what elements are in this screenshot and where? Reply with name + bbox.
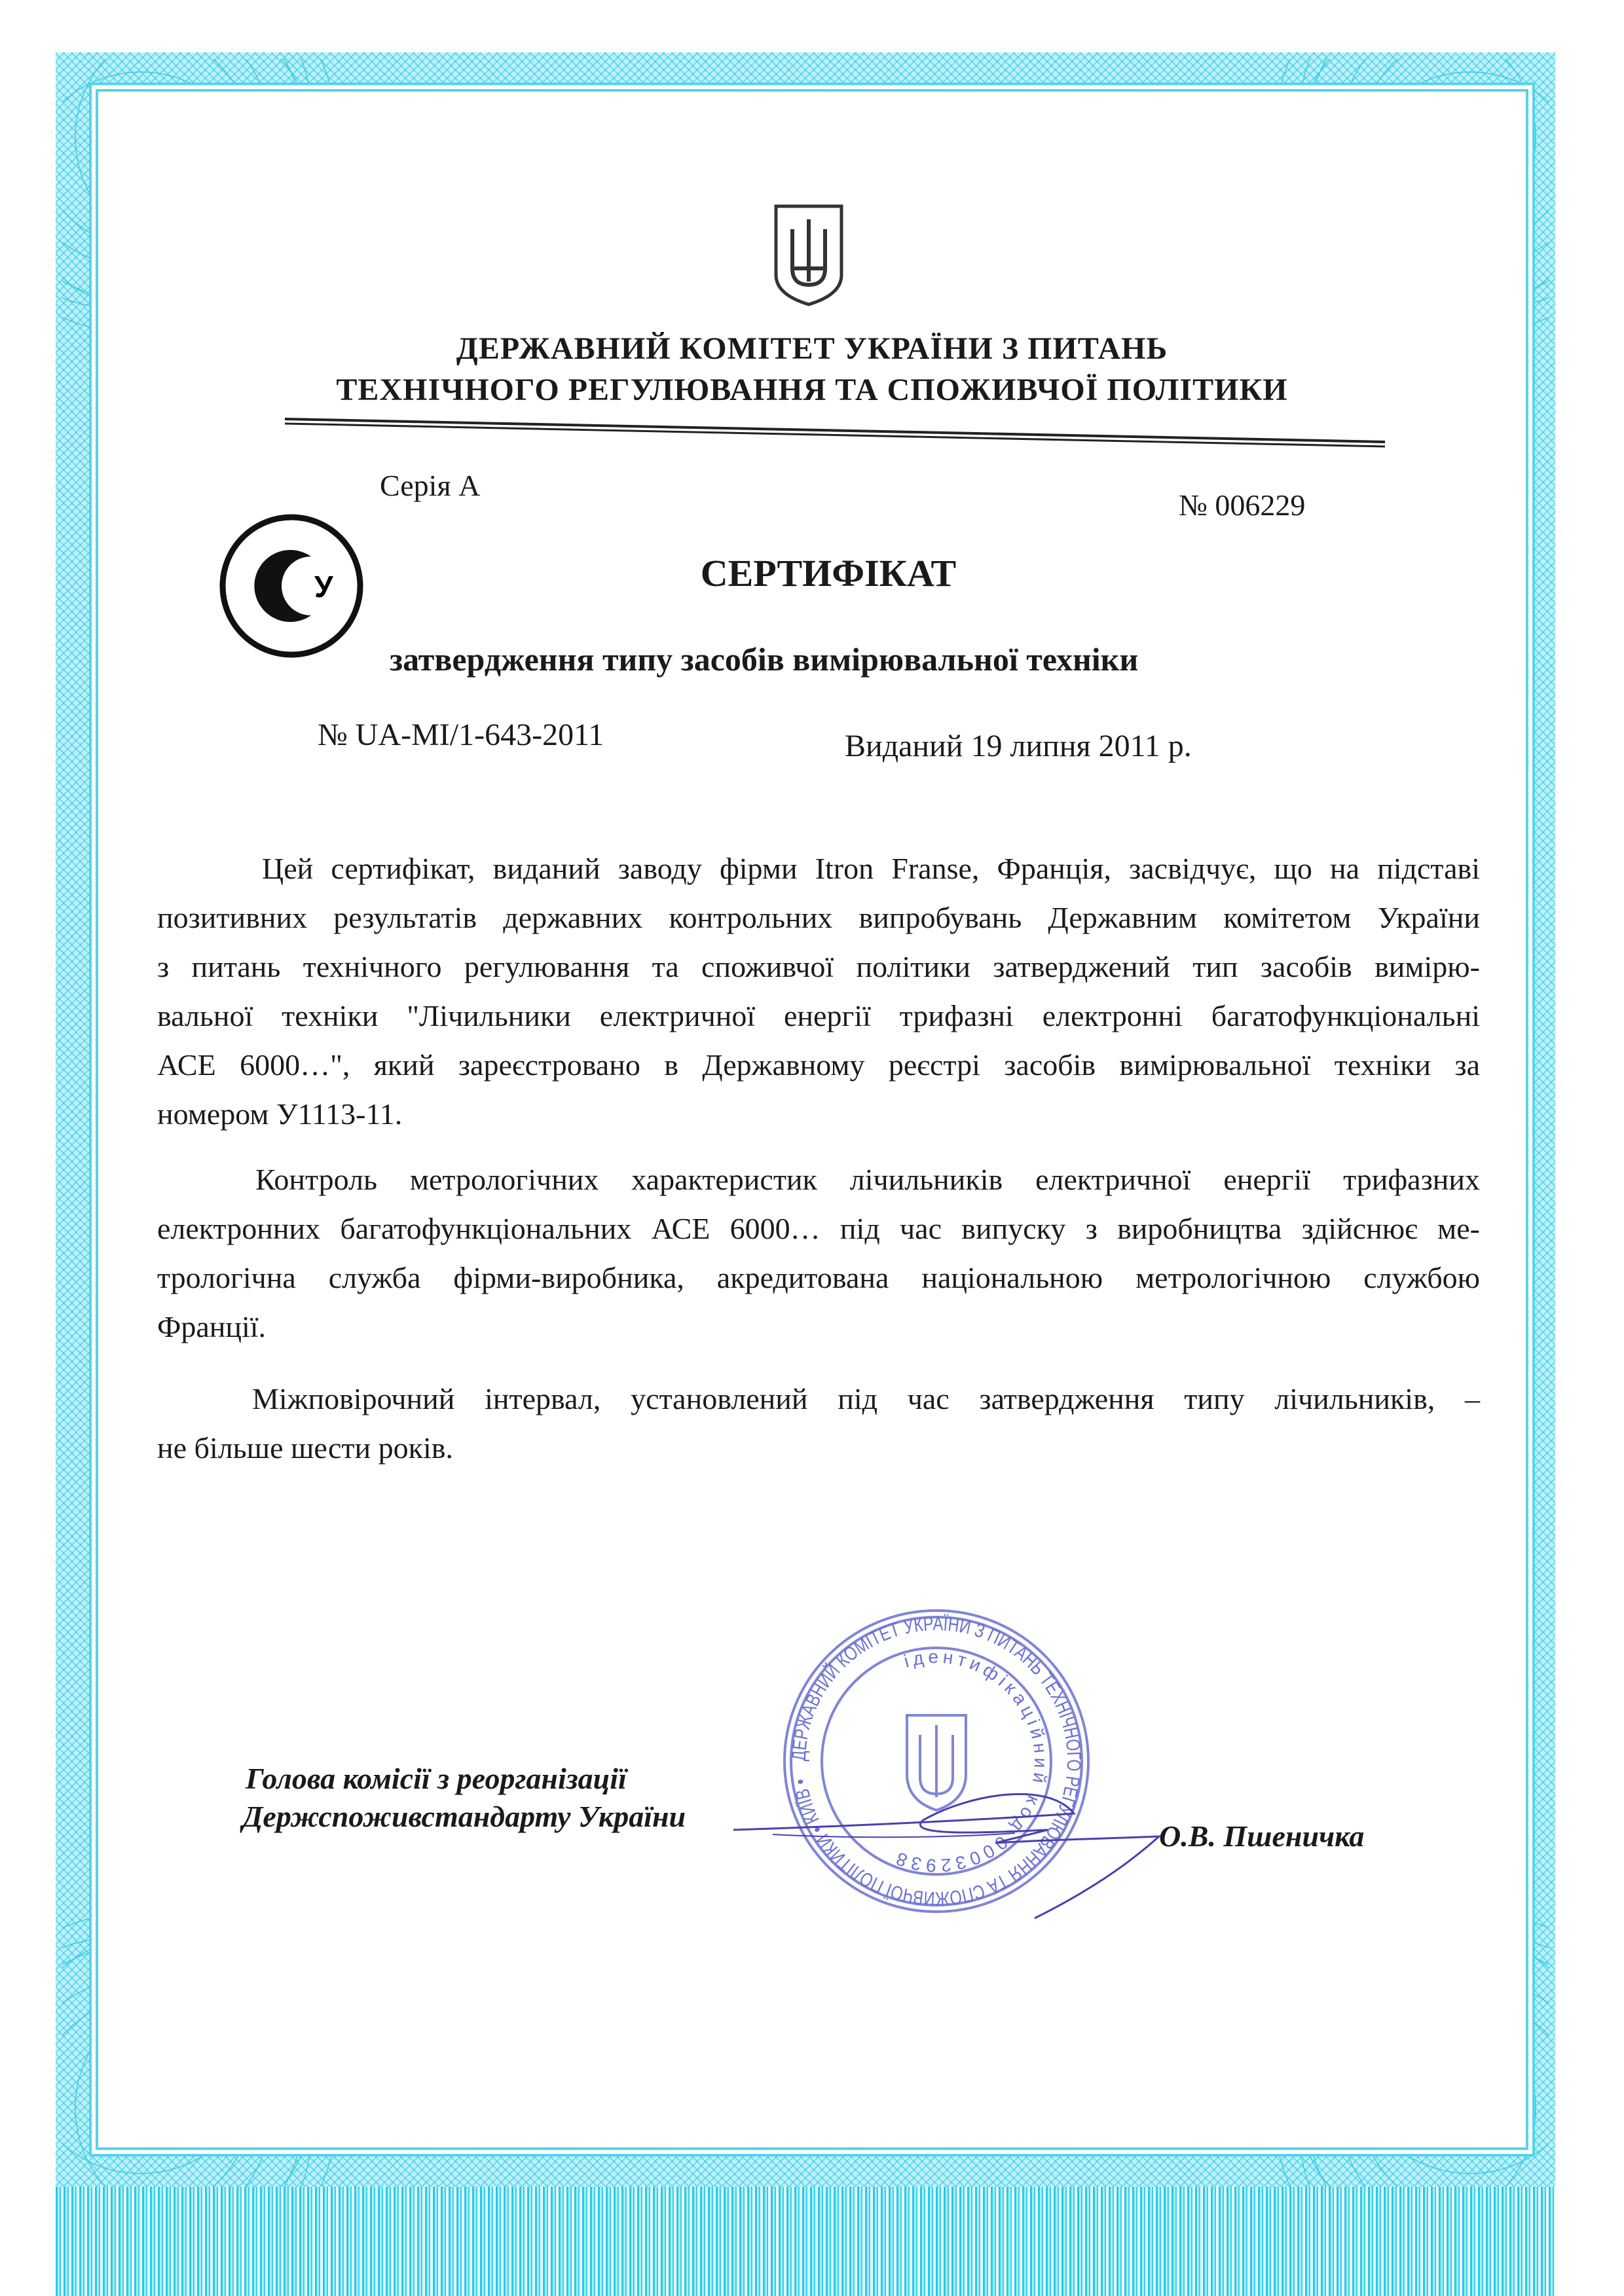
signatory-position-line-2: Держспоживстандарту України	[242, 1800, 686, 1833]
signatory-position-line-1: Голова комісії з реорганізації	[246, 1762, 627, 1795]
issuer-line-2: ТЕХНІЧНОГО РЕГУЛЮВАННЯ ТА СПОЖИВЧОЇ ПОЛІТИКИ	[336, 373, 1288, 407]
text-line: Контроль метрологічних характеристик лічильників електричної енергії трифазних	[255, 1163, 1480, 1196]
handwritten-signature	[707, 1722, 1166, 1931]
text-line: трологічна служба фірми-виробника, акредитована національною метрологічною службою	[157, 1261, 1480, 1294]
text-line: номером У1113-11.	[157, 1097, 403, 1131]
text-line: Цей сертифікат, виданий заводу фірми Itron Franse, Франція, засвідчує, що на підставі	[262, 852, 1480, 885]
text-line: з питань технічного регулювання та споживчої політики затверджений тип засобів вимірю-	[157, 950, 1480, 983]
issue-date: Виданий 19 липня 2011 р.	[845, 729, 1192, 763]
document-subtitle: затвердження типу засобів вимірювальної техніки	[390, 641, 1139, 678]
series-label: Серія А	[380, 469, 481, 502]
text-line: Франції.	[157, 1310, 267, 1343]
form-number: № 006229	[1179, 488, 1306, 522]
text-line: АСЕ 6000…", який зареєстровано в Державному реєстрі засобів вимірювальної техніки за	[157, 1048, 1480, 1082]
document-title: СЕРТИФІКАТ	[700, 552, 957, 594]
header-double-rule	[282, 416, 1388, 448]
text-line: Міжповірочний інтервал, установлений під час затвердження типу лічильників, –	[252, 1382, 1480, 1415]
text-line: електронних багатофункціональних АСЕ 6000… під час випуску з виробництва здійснює ме-	[157, 1212, 1480, 1245]
stamp-inner-text: ідентифікаційний код 00032938	[889, 1646, 1052, 1876]
bottom-security-strip	[56, 2187, 1555, 2296]
issuer-line-1: ДЕРЖАВНИЙ КОМІТЕТ УКРАЇНИ З ПИТАНЬ	[456, 331, 1168, 366]
text-line: позитивних результатів державних контрольних випробувань Державним комітетом України	[157, 901, 1480, 934]
text-line: не більше шести років.	[157, 1431, 453, 1465]
logo-letter: У	[314, 570, 333, 604]
certificate-id: № UA-MI/1-643-2011	[318, 718, 604, 752]
signatory-name: О.В. Пшеничка	[1159, 1819, 1365, 1853]
trident-coat-of-arms-icon	[773, 203, 845, 308]
stamp-outer-text: ДЕРЖАВНИЙ КОМІТЕТ УКРАЇНИ З ПИТАНЬ ТЕХНІЧНОГО РЕГУЛЮВАННЯ ТА СПОЖИВЧОЇ ПОЛІТИКИ • КИЇВ •	[788, 1613, 1085, 1910]
text-line: вальної техніки "Лічильники електричної енергії трифазні електронні багатофункціональні	[157, 999, 1480, 1032]
